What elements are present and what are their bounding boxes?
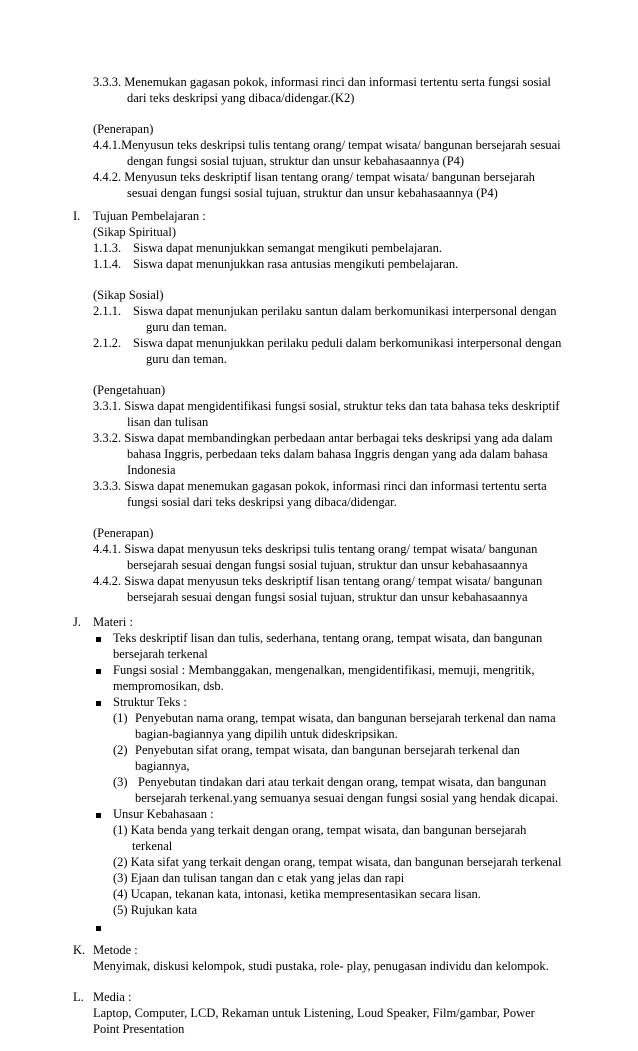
goal-3-3-2: 3.3.2. Siswa dapat membandingkan perbedaan antar berbagai teks deskripsi yang ada dalam (93, 431, 553, 445)
unsur-5: (5) Rujukan kata (113, 903, 198, 917)
goal-1-1-4: 1.1.4. (93, 257, 122, 271)
struktur-2-cont: bagiannya, (135, 759, 190, 773)
kd-4-4-1-cont: dengan fungsi sosial tujuan, struktur dan unsur kebahasaannya (P4) (127, 154, 465, 168)
goal-3-3-2-cont1: bahasa Inggris, perbedaan teks dalam bahasa Inggris dengan yang ada dalam bahasa (127, 447, 548, 461)
kd-3-3-3-cont: dari teks deskripsi yang dibaca/didengar.(K2) (127, 91, 355, 105)
section-l-letter: L. (73, 990, 84, 1004)
goal-3-3-3: 3.3.3. Siswa dapat menemukan gagasan pokok, informasi rinci dan informasi tertentu serta (93, 479, 547, 493)
bullet-square-icon (96, 926, 101, 931)
goal-2-1-2: 2.1.2. (93, 336, 122, 350)
goal-4-4-2: 4.4.2. Siswa dapat menyusun teks deskriptif lisan tentang orang/ tempat wisata/ bangunan (93, 574, 543, 588)
section-k-letter: K. (73, 943, 86, 957)
goal-4-4-2-cont: bersejarah sesuai dengan fungsi sosial tujuan, struktur dan unsur kebahasaannya (127, 590, 528, 604)
section-l-title: Media : (93, 990, 132, 1004)
unsur-1-cont: terkenal (132, 839, 173, 853)
goal-2-1-1-text: Siswa dapat menunjukan perilaku santun dalam berkomunikasi interpersonal dengan (133, 304, 557, 318)
struktur-2-num: (2) (113, 743, 128, 757)
penerapan-label: (Penerapan) (93, 122, 154, 136)
goal-3-3-1: 3.3.1. Siswa dapat mengidentifikasi fungsi sosial, struktur teks dan tata bahasa teks deskriptif (93, 399, 560, 413)
bullet-square-icon (96, 813, 101, 818)
materi-item-2-cont: mempromosikan, dsb. (113, 679, 224, 693)
materi-item-3: Struktur Teks : (113, 695, 187, 709)
bullet-square-icon (96, 637, 101, 642)
section-i-title: Tujuan Pembelajaran : (93, 209, 206, 223)
goal-1-1-4-text: Siswa dapat menunjukkan rasa antusias mengikuti pembelajaran. (133, 257, 459, 271)
struktur-3-cont: bersejarah terkenal.yang semuanya sesuai dengan fungsi sosial yang hendak dicapai. (135, 791, 559, 805)
section-j-letter: J. (73, 615, 81, 629)
goal-1-1-3: 1.1.3. (93, 241, 122, 255)
goal-1-1-3-text: Siswa dapat menunjukkan semangat mengikuti pembelajaran. (133, 241, 442, 255)
struktur-1-cont: bagian-bagiannya yang dipilih untuk dideskripsikan. (135, 727, 398, 741)
goal-2-1-1-cont: guru dan teman. (146, 320, 227, 334)
materi-item-2: Fungsi sosial : Membanggakan, mengenalkan, mengidentifikasi, memuji, mengritik, (113, 663, 535, 677)
goal-2-1-1: 2.1.1. (93, 304, 122, 318)
struktur-3: Penyebutan tindakan dari atau terkait dengan orang, tempat wisata, dan bangunan (138, 775, 547, 789)
section-j-title: Materi : (93, 615, 133, 629)
metode-text: Menyimak, diskusi kelompok, studi pustaka, role- play, penugasan individu dan kelompok. (93, 959, 549, 973)
goal-3-3-2-cont2: Indonesia (127, 463, 176, 477)
media-text-cont: Point Presentation (93, 1022, 185, 1036)
materi-item-1: Teks deskriptif lisan dan tulis, sederhana, tentang orang, tempat wisata, dan bangunan (113, 631, 543, 645)
struktur-1-num: (1) (113, 711, 128, 725)
goal-3-3-1-cont: lisan dan tulisan (127, 415, 209, 429)
unsur-2: (2) Kata sifat yang terkait dengan orang, tempat wisata, dan bangunan bersejarah terkenal (113, 855, 562, 869)
kd-3-3-3: 3.3.3. Menemukan gagasan pokok, informasi rinci dan informasi tertentu serta fungsi sosial (93, 75, 551, 89)
goal-4-4-1-cont: bersejarah sesuai dengan fungsi sosial tujuan, struktur dan unsur kebahasaannya (127, 558, 528, 572)
unsur-1: (1) Kata benda yang terkait dengan orang, tempat wisata, dan bangunan bersejarah (113, 823, 527, 837)
materi-item-4: Unsur Kebahasaan : (113, 807, 214, 821)
media-text: Laptop, Computer, LCD, Rekaman untuk Listening, Loud Speaker, Film/gambar, Power (93, 1006, 535, 1020)
kd-4-4-2-cont: sesuai dengan fungsi sosial tujuan, struktur dan unsur kebahasaannya (P4) (127, 186, 498, 200)
sikap-sosial-label: (Sikap Sosial) (93, 288, 164, 302)
goal-2-1-2-cont: guru dan teman. (146, 352, 227, 366)
sikap-spiritual-label: (Sikap Spiritual) (93, 225, 176, 239)
section-i-letter: I. (73, 209, 81, 223)
kd-4-4-1: 4.4.1.Menyusun teks deskripsi tulis tentang orang/ tempat wisata/ bangunan bersejarah sesuai (93, 138, 561, 152)
bullet-square-icon (96, 701, 101, 706)
pengetahuan-label: (Pengetahuan) (93, 383, 166, 397)
unsur-4: (4) Ucapan, tekanan kata, intonasi, ketika mempresentasikan secara lisan. (113, 887, 481, 901)
goal-4-4-1: 4.4.1. Siswa dapat menyusun teks deskripsi tulis tentang orang/ tempat wisata/ bangunan (93, 542, 538, 556)
unsur-3: (3) Ejaan dan tulisan tangan dan c etak yang jelas dan rapi (113, 871, 405, 885)
struktur-1: Penyebutan nama orang, tempat wisata, dan bangunan bersejarah terkenal dan nama (135, 711, 556, 725)
penerapan-label-2: (Penerapan) (93, 526, 154, 540)
section-k-title: Metode : (93, 943, 138, 957)
struktur-3-num: (3) (113, 775, 128, 789)
goal-3-3-3-cont: fungsi sosial dari teks deskripsi yang dibaca/didengar. (127, 495, 397, 509)
materi-item-1-cont: bersejarah terkenal (113, 647, 208, 661)
goal-2-1-2-text: Siswa dapat menunjukkan perilaku peduli dalam berkomunikasi interpersonal dengan (133, 336, 562, 350)
bullet-square-icon (96, 669, 101, 674)
struktur-2: Penyebutan sifat orang, tempat wisata, dan bangunan bersejarah terkenal dan (135, 743, 520, 757)
kd-4-4-2: 4.4.2. Menyusun teks deskriptif lisan tentang orang/ tempat wisata/ bangunan bersejarah (93, 170, 535, 184)
